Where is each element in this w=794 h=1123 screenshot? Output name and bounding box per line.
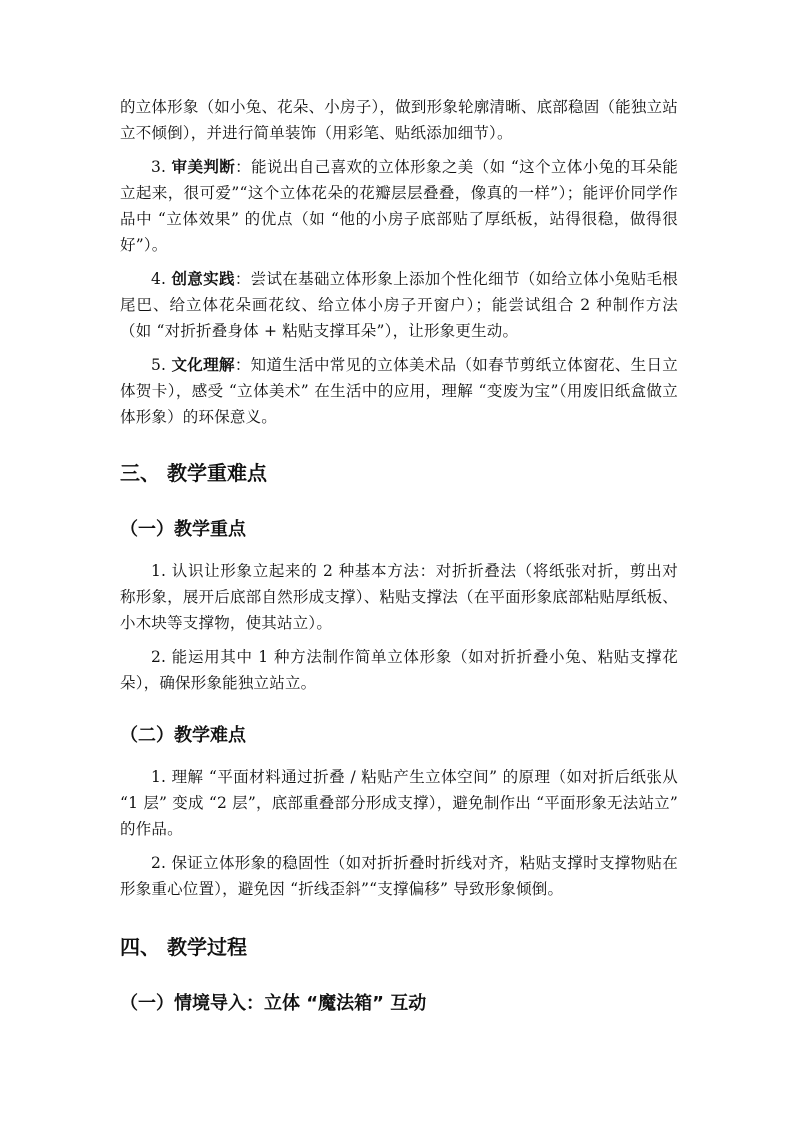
- subheading-teaching-difficulty: （二）教学难点: [120, 725, 246, 746]
- subheading-scenario-intro: （一）情境导入：立体 “魔法箱” 互动: [120, 993, 427, 1014]
- goal-number: 4.: [151, 270, 167, 288]
- goal-text: ：能说出自己喜欢的立体形象之美（如 “这个立体小兔的耳朵能立起来，很可爱”“这个立体花朵的花瓣层层叠叠，像真的一样”）；能评价同学作品中 “立体效果” 的优点（如 “他的小房子底部贴了厚纸板，站得很稳，做得很好”）。: [120, 158, 678, 254]
- goal-number: 3.: [151, 158, 167, 176]
- goal-label: 文化理解: [171, 355, 235, 374]
- subheading-teaching-focus: （一）教学重点: [120, 519, 246, 540]
- focus-item-1: 1. 认识让形象立起来的 2 种基本方法：对折折叠法（将纸张对折，剪出对称形象，展开后底部自然形成支撑）、粘贴支撑法（在平面形象底部粘贴厚纸板、小木块等支撑物，使其站立）。: [120, 562, 678, 632]
- document-page: [120, 94, 678, 1018]
- goal-number: 5.: [151, 356, 167, 374]
- focus-item-2: 2. 能运用其中 1 种方法制作简单立体形象（如对折折叠小兔、粘贴支撑花朵），确保形象能独立站立。: [120, 648, 678, 692]
- difficulty-item-2: 2. 保证立体形象的稳固性（如对折折叠时折线对齐，粘贴支撑时支撑物贴在形象重心位置），避免因 “折线歪斜”“支撑偏移” 导致形象倾倒。: [120, 854, 678, 898]
- goal-label: 审美判断: [171, 157, 236, 176]
- goal-text: ：知道生活中常见的立体美术品（如春节剪纸立体窗花、生日立体贺卡），感受 “立体美术” 在生活中的应用，理解 “变废为宝”（用废旧纸盒做立体形象）的环保意义。: [120, 356, 678, 426]
- section-heading-key-difficulties: 三、 教学重难点: [120, 461, 267, 485]
- paragraph-continuation: 的立体形象（如小兔、花朵、小房子），做到形象轮廓清晰、底部稳固（能独立站立不倾倒），并进行简单装饰（用彩笔、贴纸添加细节）。: [120, 98, 678, 142]
- goal-creative-practice: [120, 266, 678, 344]
- difficulty-item-1: 1. 理解 “平面材料通过折叠 / 粘贴产生立体空间” 的原理（如对折后纸张从 “1 层” 变成 “2 层”，底部重叠部分形成支撑），避免制作出 “平面形象无法站立” 的作品。: [120, 768, 678, 838]
- goal-aesthetic-judgment: [120, 154, 678, 258]
- section-heading-teaching-process: 四、 教学过程: [120, 935, 247, 959]
- goal-cultural-understanding: [120, 352, 678, 430]
- goal-text: ：尝试在基础立体形象上添加个性化细节（如给立体小兔贴毛根尾巴、给立体花朵画花纹、给立体小房子开窗户）；能尝试组合 2 种制作方法（如 “对折折叠身体 + 粘贴支撑耳朵”），让形象更生动。: [120, 270, 678, 340]
- goal-label: 创意实践: [171, 269, 235, 288]
